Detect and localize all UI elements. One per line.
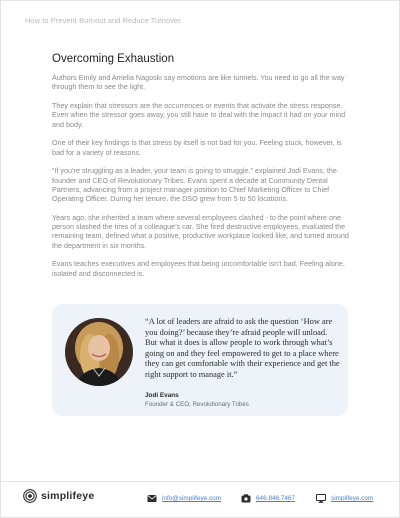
email-link[interactable]: info@simplifeye.com xyxy=(162,495,222,502)
phone-link[interactable]: 646.846.7467 xyxy=(256,495,296,502)
email-contact[interactable] xyxy=(147,494,221,503)
monitor-icon xyxy=(316,494,326,503)
website-link[interactable]: simplifeye.com xyxy=(331,495,374,502)
paragraph: Years ago, she inherited a team where several employees clashed - to the point where one person slashed the tires of a colleague’s car. She fired destructive employees, evaluated the remaining team, defined what a positive, productive workplace looked like, and turned around the department in six months. xyxy=(52,212,349,250)
quote-author-role: Founder & CEO, Revolutionary Tribes xyxy=(145,401,249,408)
paragraph: Evans teaches executives and employees that being uncomfortable isn’t bad. Feeling alone, isolated and disconnected is. xyxy=(52,259,345,278)
quote-author-name: Jodi Evans xyxy=(145,392,179,399)
website-contact[interactable] xyxy=(316,494,373,503)
quote-text: “A lot of leaders are afraid to ask the question ‘How are you doing?’ because they’re afraid people will unload. But what it does is allow people to work through what’s going on and they feel empowered to get to a place where they can get comfortable with their experience and get the right support to manage it.” xyxy=(145,317,340,379)
phone-icon xyxy=(241,494,251,503)
paragraph: “If you’re struggling as a leader, your team is going to struggle,” explained Jodi Evans, the founder and CEO of Revolutionary Tribes. Evans spent a decade at Community Dental Partners, advancing from a project manager position to Chief Marketing Officer to Chief Operating Officer. During her tenure, the DSO grew from 5 to 50 locations. xyxy=(52,166,337,204)
paragraph: One of their key findings is that stress by itself is not bad for you. Feeling stuck, however, is bad for a variety of reasons. xyxy=(52,138,342,157)
section-title: Overcoming Exhaustion xyxy=(52,53,175,65)
running-header: How to Prevent Burnout and Reduce Turnover xyxy=(25,16,181,25)
brand-name: simplifeye xyxy=(41,490,95,502)
footer-divider xyxy=(1,481,400,482)
avatar xyxy=(65,318,133,386)
mail-icon xyxy=(147,494,157,503)
body-text xyxy=(52,73,352,287)
simplifeye-logo-icon xyxy=(23,489,37,503)
footer-brand xyxy=(23,489,94,503)
portrait-image xyxy=(65,318,133,386)
quote-card xyxy=(52,304,348,416)
paragraph: Authors Emily and Amelia Nagoski say emotions are like tunnels. You need to go all the way through them to see the light. xyxy=(52,73,345,92)
paragraph: They explain that stressors are the occurrences or events that activate the stress response. Even when the stressor goes away, you still have to deal with the impact it had on your mind and body. xyxy=(52,100,346,129)
phone-contact[interactable] xyxy=(241,494,295,503)
